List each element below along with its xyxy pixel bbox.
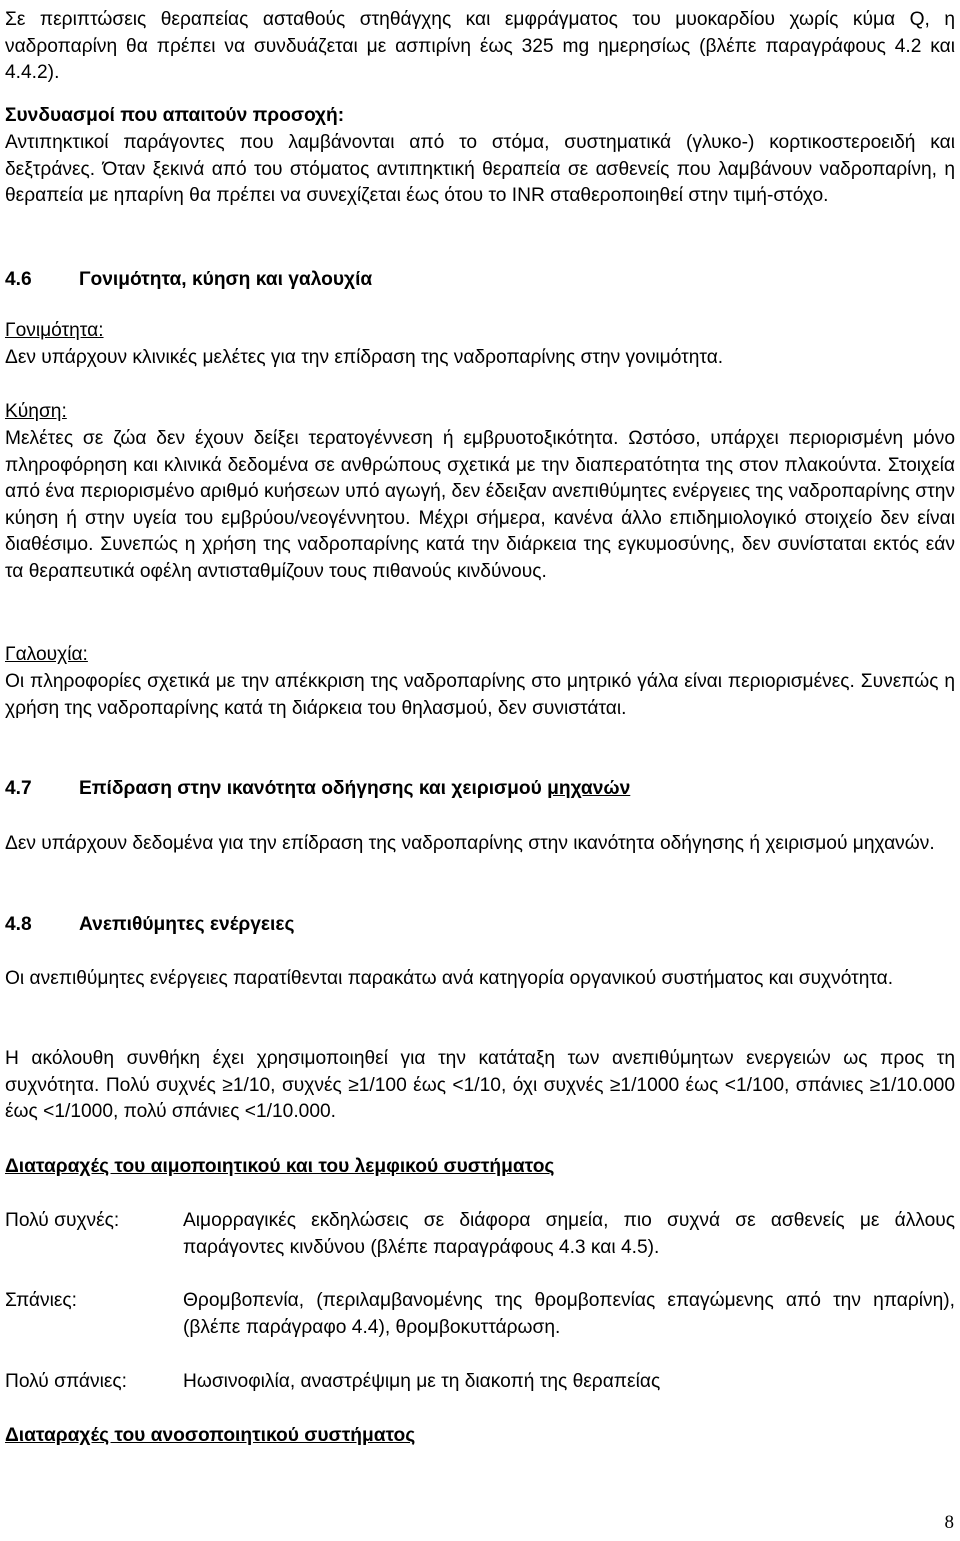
section-title: Ανεπιθύμητες ενέργειες [79,914,295,935]
section-title-underlined: μηχανών [547,778,631,799]
section-4-6-heading [5,267,372,294]
section-title: Επίδραση στην ικανότητα οδήγησης και χειρισμού [79,778,548,799]
page-number: 8 [944,1512,954,1533]
section-title: Γονιμότητα, κύηση και γαλουχία [79,269,373,290]
pregnancy-label: Κύηση: [5,401,67,422]
frequency-description: Θρομβοπενία, (περιλαμβανομένης της θρομβοπενίας επαγώμενης από την ηπαρίνη), (βλέπε παράγραφο 4.4), θρομβοκυττάρωση. [183,1290,955,1338]
blood-system-heading: Διαταραχές του αιμοποιητικού και του λεμφικού συστήματος [5,1156,555,1177]
paragraph-combinations: Αντιπηκτικοί παράγοντες που λαμβάνονται από το στόμα, συστηματικά (γλυκο-) κορτικοστεροειδή και δεξτράνες. Όταν ξεκινά από του στόματος αντιπηκτική θεραπεία σε ασθενείς που λαμβάνουν ναδροπαρίνη, η θεραπεία με ηπαρίνη θα πρέπει να συνεχίζεται έως ότου το INR σταθεροποιηθεί στην τιμή-στόχο. [5,132,955,206]
section-4-8-heading [5,912,294,939]
driving-text: Δεν υπάρχουν δεδομένα για την επίδραση της ναδροπαρίνης στην ικανότητα οδήγησης ή χειρισμού μηχανών. [5,833,935,854]
frequency-term: Πολύ σπάνιες: [5,1371,128,1392]
frequency-description: Αιμορραγικές εκδηλώσεις σε διάφορα σημεία, πιο συχνά σε ασθενείς με άλλους παράγοντες κινδύνου (βλέπε παραγράφους 4.3 και 4.5). [183,1210,955,1258]
section-number: 4.8 [5,914,32,935]
adverse-intro: Οι ανεπιθύμητες ενέργειες παρατίθενται παρακάτω ανά κατηγορία οργανικού συστήματος και συχνότητα. [5,968,894,989]
frequency-description: Ηωσινοφιλία, αναστρέψιμη με τη διακοπή της θεραπείας [183,1371,661,1392]
section-4-7-heading [5,776,630,803]
frequency-term: Πολύ συχνές: [5,1210,120,1231]
fertility-text: Δεν υπάρχουν κλινικές μελέτες για την επίδραση της ναδροπαρίνης στην γονιμότητα. [5,347,724,368]
lactation-text: Οι πληροφορίες σχετικά με την απέκκριση της ναδροπαρίνης στο μητρικό γάλα είναι περιορισμένες. Συνεπώς η χρήση της ναδροπαρίνης κατά τη διάρκεια του θηλασμού, δεν συνιστάται. [5,671,955,719]
lactation-label: Γαλουχία: [5,644,88,665]
fertility-label: Γονιμότητα: [5,320,104,341]
frequency-term: Σπάνιες: [5,1290,77,1311]
definition-row [5,1208,955,1261]
definition-row [5,1288,955,1341]
frequency-convention: Η ακόλουθη συνθήκη έχει χρησιμοποιηθεί για την κατάταξη των ανεπιθύμητων ενεργειών ως προς τη συχνότητα. Πολύ συχνές ≥1/10, συχνές ≥1/100 έως <1/10, όχι συχνές ≥1/1000 έως <1/100, σπάνιες ≥1/10.000 έως <1/1000, πολύ σπάνιες <1/10.000. [5,1048,955,1122]
immune-system-heading: Διαταραχές του ανοσοποιητικού συστήματος [5,1425,416,1446]
section-number: 4.7 [5,778,32,799]
section-number: 4.6 [5,269,32,290]
paragraph-aspirin: Σε περιπτώσεις θεραπείας ασταθούς στηθάγχης και εμφράγματος του μυοκαρδίου χωρίς κύμα Q, η ναδροπαρίνη θα πρέπει να συνδυάζεται με ασπιρίνη έως 325 mg ημερησίως (βλέπε παραγράφους 4.2 και 4.4.2). [5,9,955,83]
combinations-heading: Συνδυασμοί που απαιτούν προσοχή: [5,105,345,126]
pregnancy-text: Μελέτες σε ζώα δεν έχουν δείξει τερατογέννεση ή εμβρυοτοξικότητα. Ωστόσο, υπάρχει περιορισμένη μόνο πληροφόρηση και κλινικά δεδομένα σε ανθρώπους σχετικά με την διαπερατότητα της στον πλακούντα. Στοιχεία από ένα περιορισμένο αριθμό κυήσεων υπό αγωγή, δεν έδειξαν ανεπιθύμητες ενέργειες της ναδροπαρίνης στην κύηση ή στην υγεία του εμβρύου/νεογέννητου. Μέχρι σήμερα, κανένα άλλο επιδημιολογικό στοιχείο δεν είναι διαθέσιμο. Συνεπώς η χρήση της ναδροπαρίνης κατά την διάρκεια της εγκυμοσύνης, δεν συνίσταται εκτός εάν τα θεραπευτικά οφέλη αντισταθμίζουν τους πιθανούς κινδύνους. [5,428,955,582]
definition-row [5,1369,955,1396]
